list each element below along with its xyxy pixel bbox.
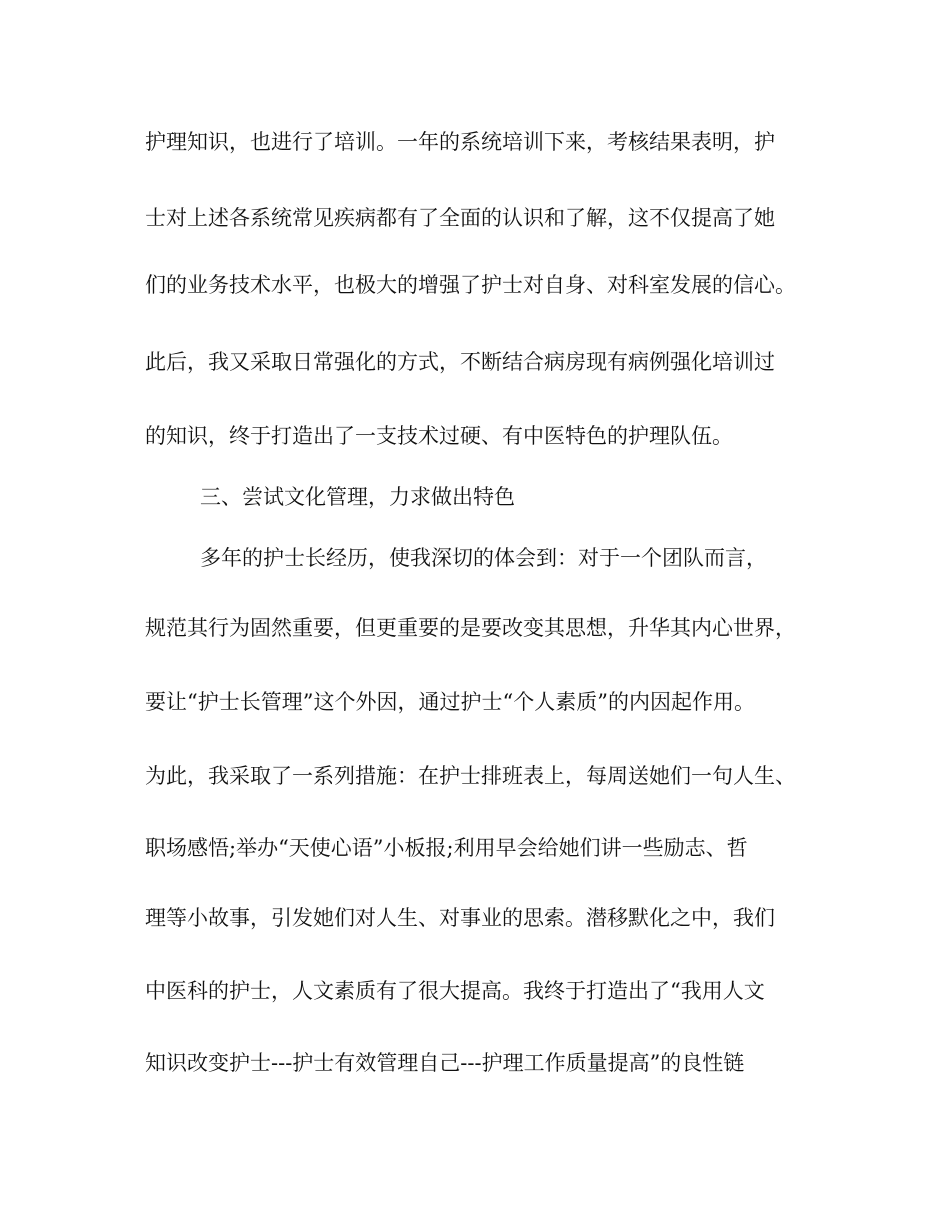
paragraph-line: 规范其行为固然重要，但更重要的是要改变其思想，升华其内心世界， — [145, 616, 796, 640]
paragraph-line: 理等小故事，引发她们对人生、对事业的思索。潜移默化之中，我们 — [145, 906, 775, 930]
paragraph-line: 为此，我采取了一系列措施：在护士排班表上，每周送她们一句人生、 — [145, 764, 796, 788]
paragraph-line: 多年的护士长经历，使我深切的体会到：对于一个团队而言， — [200, 546, 767, 570]
paragraph-line: 护理知识，也进行了培训。一年的系统培训下来，考核结果表明，护 — [145, 130, 775, 154]
paragraph-line: 们的业务技术水平，也极大的增强了护士对自身、对科室发展的信心。 — [145, 273, 796, 297]
paragraph-line: 中医科的护士，人文素质有了很大提高。我终于打造出了“我用人文 — [145, 979, 765, 1003]
paragraph-line: 职场感悟;举办“天使心语”小板报;利用早会给她们讲一些励志、哲 — [145, 836, 748, 860]
paragraph-line: 士对上述各系统常见疾病都有了全面的认识和了解，这不仅提高了她 — [145, 206, 775, 230]
paragraph-line: 知识改变护士---护士有效管理自己---护理工作质量提高”的良性链 — [145, 1051, 745, 1075]
paragraph-line: 的知识，终于打造出了一支技术过硬、有中医特色的护理队伍。 — [145, 424, 733, 448]
paragraph-line: 此后，我又采取日常强化的方式，不断结合病房现有病例强化培训过 — [145, 350, 775, 374]
paragraph-line: 要让“护士长管理”这个外因，通过护士“个人素质”的内因起作用。 — [145, 690, 755, 714]
section-heading: 三、尝试文化管理，力求做出特色 — [200, 485, 515, 509]
